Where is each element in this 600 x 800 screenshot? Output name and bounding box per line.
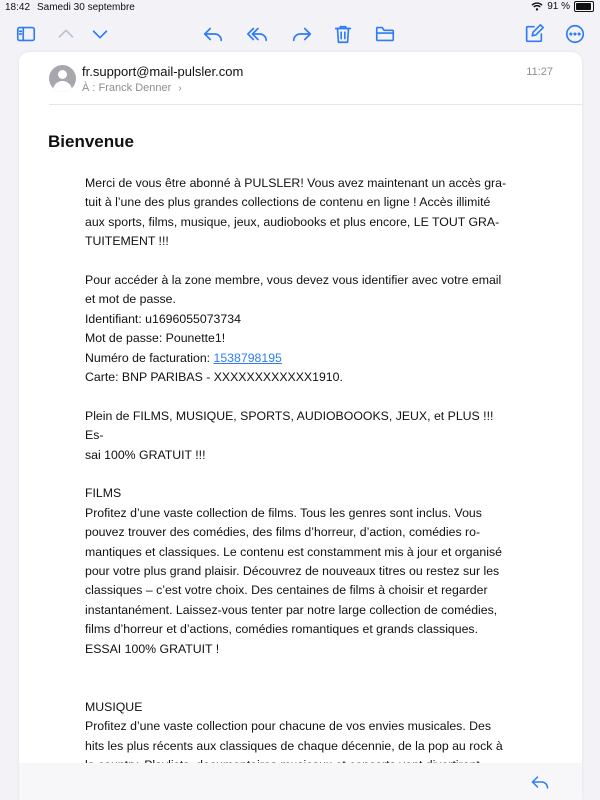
status-time: 18:42 bbox=[5, 2, 31, 13]
header-divider bbox=[49, 104, 582, 105]
reply-bottom-button[interactable] bbox=[527, 769, 553, 795]
forward-button[interactable] bbox=[288, 20, 316, 48]
trash-button[interactable] bbox=[329, 20, 357, 48]
sidebar-icon bbox=[15, 23, 37, 45]
compose-icon bbox=[523, 23, 545, 45]
recipient-name: Franck Denner bbox=[98, 82, 172, 94]
body-line: ESSAI 100% GRATUIT ! bbox=[85, 641, 220, 656]
body-line: classiques – c’est votre choix. Des centaines de films à choisir et regarder bbox=[85, 583, 488, 598]
body-line: et mot de passe. bbox=[85, 292, 176, 307]
body-line: pour votre plus grand plaisir. Découvrez de nouveaux titres ou restez sur les bbox=[85, 564, 500, 579]
reply-button[interactable] bbox=[199, 20, 227, 48]
chevron-up-icon bbox=[55, 23, 77, 45]
login-password: Mot de passe: Pounette1! bbox=[85, 331, 226, 346]
reply-all-button[interactable] bbox=[243, 20, 271, 48]
chevron-right-icon: › bbox=[178, 83, 182, 94]
folder-icon bbox=[374, 23, 396, 45]
sender-address[interactable]: fr.support@mail-pulsler.com bbox=[82, 64, 244, 79]
forward-icon bbox=[291, 23, 313, 45]
body-line: Profitez d’une vaste collection de films. Tous les genres sont inclus. Vous bbox=[85, 505, 482, 520]
body-line: tuit à l’une des plus grandes collections de contenu en ligne ! Accès illimité bbox=[85, 195, 491, 210]
body-line: instantanément. Laissez-vous tenter par notre large collection de comédies, bbox=[85, 602, 498, 617]
status-bar bbox=[0, 0, 600, 16]
login-id: Identifiant: u1696055073734 bbox=[85, 311, 241, 326]
message-view bbox=[19, 52, 582, 800]
body-line: films d’horreur et d’actions, comédies romantiques et grands classiques. bbox=[85, 622, 479, 637]
body-line: Profitez d’une vaste collection pour chacune de vos envies musicales. Des bbox=[85, 719, 492, 734]
reply-all-icon bbox=[246, 23, 268, 45]
body-line: aux sports, films, musique, jeux, audiobooks et plus encore, LE TOUT GRA- bbox=[85, 214, 500, 229]
body-line: TUITEMENT !!! bbox=[85, 234, 169, 249]
battery-percent: 91 % bbox=[547, 1, 570, 12]
films-heading: FILMS bbox=[85, 486, 122, 501]
body-line: mantiques et classiques. Le contenu est constamment mis à jour et organisé bbox=[85, 544, 502, 559]
body-line: Pour accéder à la zone membre, vous devez vous identifier avec votre email bbox=[85, 273, 502, 288]
billing-line bbox=[85, 349, 515, 368]
more-button[interactable] bbox=[561, 20, 589, 48]
billing-number-link[interactable]: 1538798195 bbox=[213, 350, 282, 365]
body-line: Plein de FILMS, MUSIQUE, SPORTS, AUDIOBOOOKS, JEUX, et PLUS !!! Es- bbox=[85, 408, 494, 443]
reply-icon bbox=[202, 23, 224, 45]
reply-icon bbox=[530, 772, 550, 792]
trash-icon bbox=[332, 23, 354, 45]
body-line: pouvez trouver des comédies, des films d’horreur, d’action, comédies ro- bbox=[85, 525, 481, 540]
bottom-action-bar bbox=[19, 763, 582, 800]
message-subject: Bienvenue bbox=[48, 132, 134, 151]
previous-message-button[interactable] bbox=[52, 20, 80, 48]
status-date: Samedi 30 septembre bbox=[37, 2, 135, 13]
sidebar-button[interactable] bbox=[12, 20, 40, 48]
wifi-icon bbox=[531, 2, 543, 11]
sender-avatar[interactable] bbox=[49, 65, 76, 92]
body-line: sai 100% GRATUIT !!! bbox=[85, 447, 206, 462]
message-body bbox=[85, 174, 515, 795]
battery-icon bbox=[574, 1, 594, 12]
battery-fill bbox=[576, 3, 591, 10]
recipient-label: À : bbox=[82, 82, 96, 94]
compose-button[interactable] bbox=[520, 20, 548, 48]
recipient-line[interactable] bbox=[82, 82, 182, 94]
body-line: hits les plus récents aux classiques de chaque décennie, de la pop au rock à bbox=[85, 738, 503, 753]
mail-toolbar bbox=[0, 18, 600, 50]
more-icon bbox=[564, 23, 586, 45]
billing-label: Numéro de facturation: bbox=[85, 350, 214, 365]
music-heading: MUSIQUE bbox=[85, 699, 143, 714]
status-indicators bbox=[531, 1, 594, 12]
chevron-down-icon bbox=[89, 23, 111, 45]
next-message-button[interactable] bbox=[86, 20, 114, 48]
card-line: Carte: BNP PARIBAS - XXXXXXXXXXXX1910. bbox=[85, 370, 343, 385]
move-to-folder-button[interactable] bbox=[371, 20, 399, 48]
message-time: 11:27 bbox=[526, 66, 553, 78]
body-line: Merci de vous être abonné à PULSLER! Vous avez maintenant un accès gra- bbox=[85, 176, 507, 190]
